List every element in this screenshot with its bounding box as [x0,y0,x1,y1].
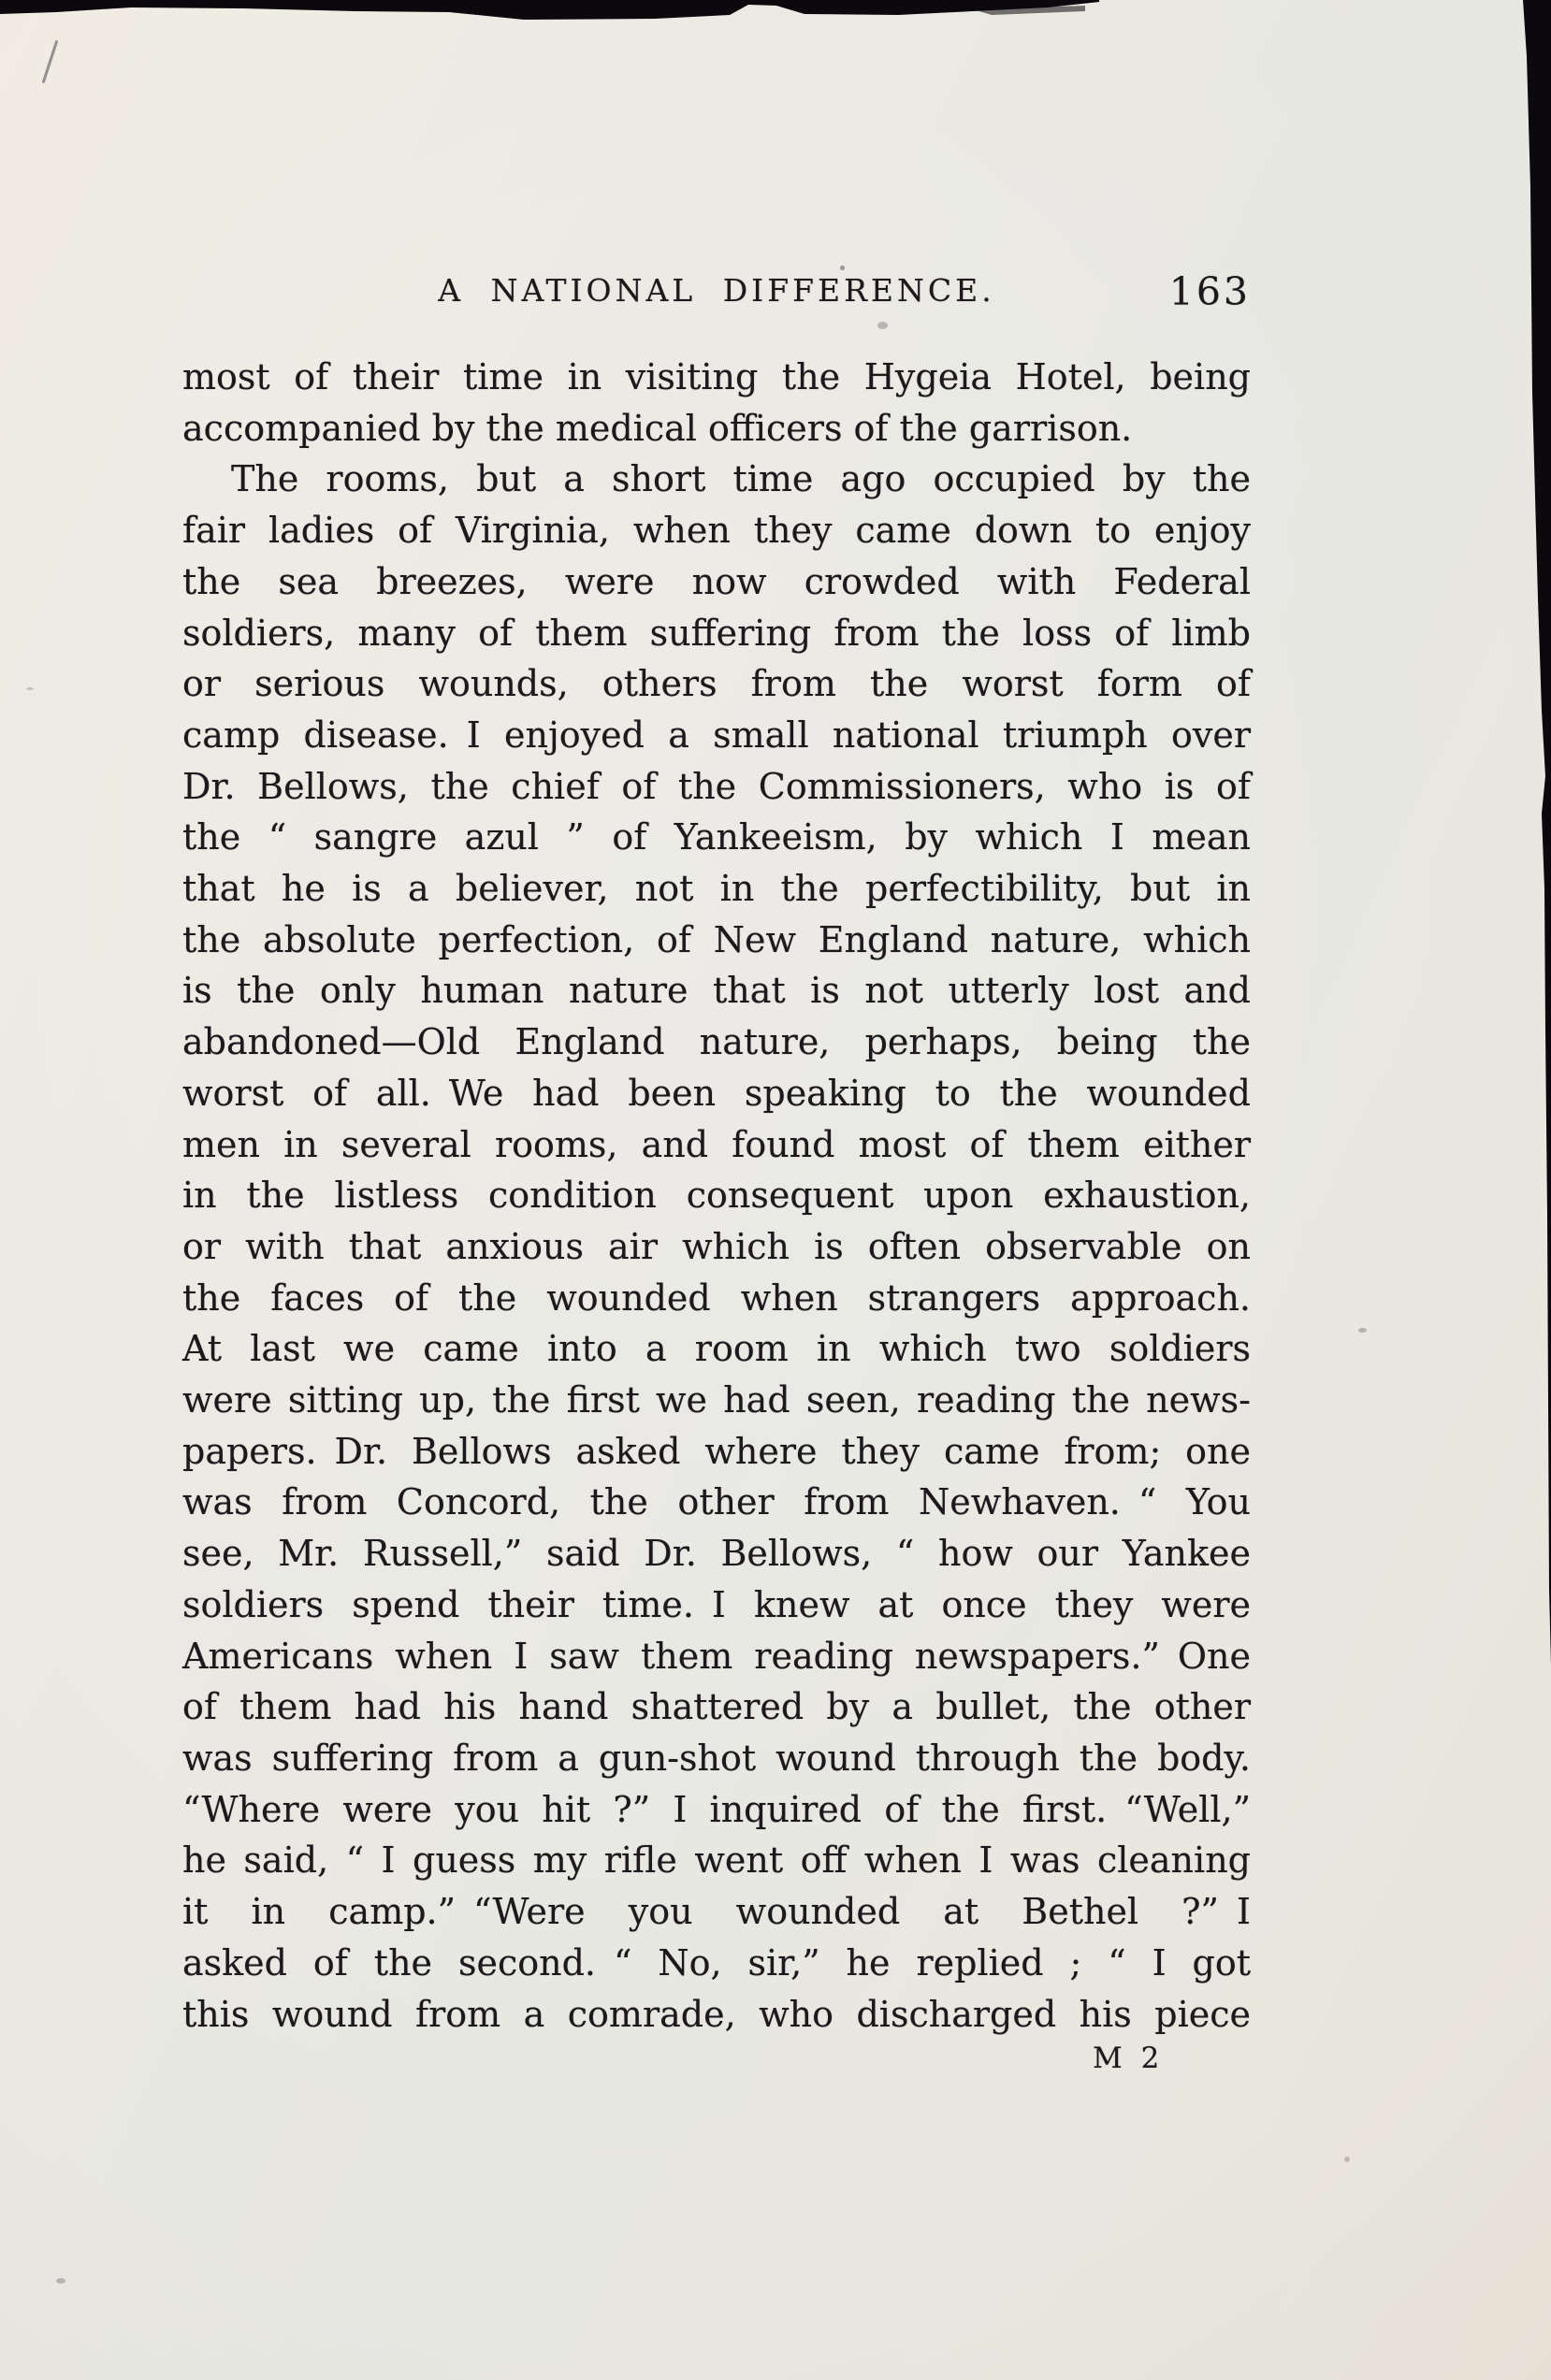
dust-speck [1344,2156,1350,2162]
text-line: papers. Dr. Bellows asked where they came from; one [182,1430,1251,1472]
dust-speck [840,266,845,270]
text-line: the faces of the wounded when strangers approach. [182,1277,1251,1319]
text-line: soldiers spend their time. I knew at once they were [182,1583,1251,1625]
scan-hair-mark [42,40,59,84]
text-line: abandoned—Old England nature, perhaps, being the [182,1021,1251,1063]
text-line: the “ sangre azul ” of Yankeeism, by which I mean [182,816,1251,858]
page-number: 163 [1168,269,1251,314]
text-line: in the listless condition consequent upon exhaustion, [182,1175,1251,1217]
text-line: fair ladies of Virginia, when they came down to enjoy [182,510,1251,552]
text-line: “Where were you hit ?” I inquired of the first. “Well,” [182,1788,1251,1830]
text-line: he said, “ I guess my rifle went off when I was cleaning [182,1839,1251,1882]
text-line: At last we came into a room in which two soldiers [182,1328,1251,1370]
text-line: it in camp.” “Were you wounded at Bethel ?” I [182,1891,1251,1933]
text-line: most of their time in visiting the Hygeia Hotel, being [182,356,1251,397]
text-line: of them had his hand shattered by a bullet, the other [182,1686,1251,1728]
text-line: the absolute perfection, of New England nature, which [182,918,1251,960]
text-line: asked of the second. “ No, sir,” he replied ; “ I got [182,1941,1251,1983]
text-line: see, Mr. Russell,” said Dr. Bellows, “ how our Yankee [182,1533,1251,1575]
text-line: was from Concord, the other from Newhaven. “ You [182,1481,1251,1523]
text-line: or serious wounds, others from the worst form of [182,663,1251,705]
text-line: men in several rooms, and found most of them either [182,1123,1251,1165]
text-line: Dr. Bellows, the chief of the Commissioners, who is of [182,765,1251,807]
text-line: this wound from a comrade, who discharged his piece [182,1993,1251,2035]
dust-speck [1358,1328,1367,1333]
dust-speck [877,322,888,329]
text-line: soldiers, many of them suffering from the loss of limb [182,612,1251,654]
top-edge-shadow [0,0,1551,37]
running-title: A NATIONAL DIFFERENCE. [438,272,995,309]
text-line: camp disease. I enjoyed a small national triumph over [182,714,1251,756]
text-line: the sea breezes, were now crowded with Federal [182,560,1251,602]
body-text [182,352,1251,2040]
signature-mark: M 2 [1093,2041,1165,2075]
text-line: accompanied by the medical officers of the garrison. [182,407,1133,449]
text-line: Americans when I saw them reading newspapers.” One [182,1635,1251,1677]
text-line: were sitting up, the first we had seen, reading the news- [182,1379,1251,1421]
page-header [182,269,1251,315]
text-line: or with that anxious air which is often observable on [182,1225,1251,1267]
right-edge-shadow [1514,0,1551,1683]
dust-speck [56,2278,65,2284]
text-line: that he is a believer, not in the perfectibility, but in [182,868,1251,910]
text-line: The rooms, but a short time ago occupied by the [231,458,1251,500]
text-line: is the only human nature that is not utterly lost and [182,970,1251,1012]
dust-speck [26,687,34,690]
text-line: was suffering from a gun-shot wound through the body. [182,1737,1251,1779]
text-line: worst of all. We had been speaking to the wounded [182,1072,1251,1114]
